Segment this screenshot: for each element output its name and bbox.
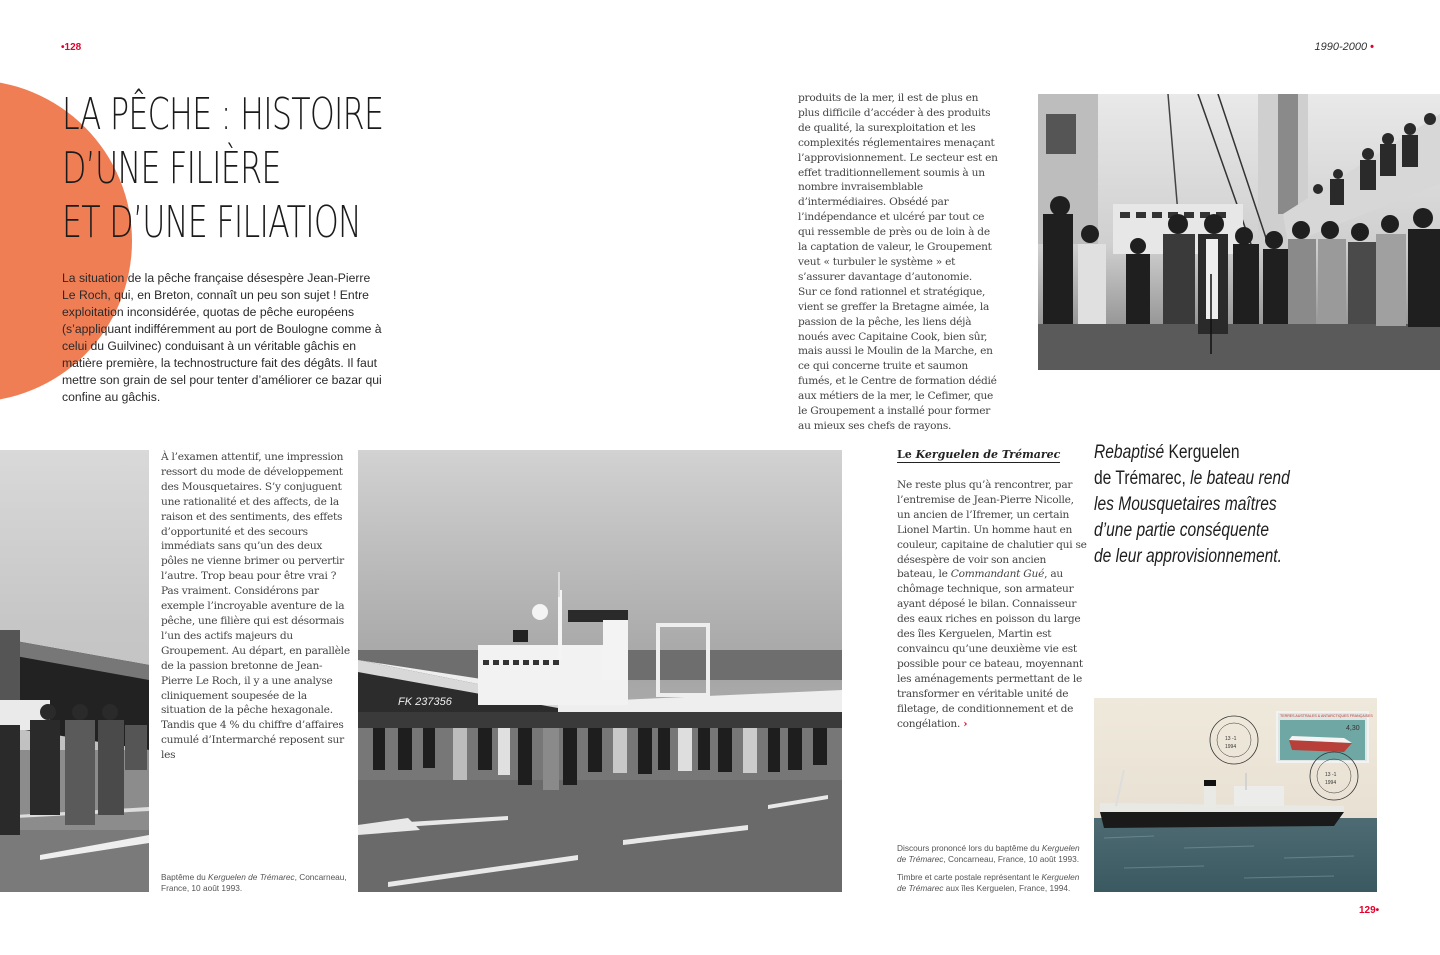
ship-name-italic: Commandant Gué: [950, 568, 1045, 581]
ship-hull-number: FK 237356: [398, 696, 452, 708]
running-head-years: 1990-2000: [1314, 41, 1368, 53]
body-paragraph: produits de la mer, il est de plus en plus difficile d’accéder à des produits de qualité, la surexploitation et les complexités réglementaires menaçant l’approvisionnement. Le secteur est en effet traditionnellement soumis à un nombre invraisemblable d’intermédiaires. Obsédé par l’indépendance et ulcéré par tout ce qui ressemble de près ou de loin à de la captation de valeur, le Groupement veut « turbuler le système » et s’assurer davantage d’autonomie.: [798, 92, 998, 283]
continue-arrow-icon: ›: [963, 717, 968, 730]
title-line-1: LA PÊCHE : HISTOIRE: [62, 89, 384, 140]
caption-stamp-postcard: [897, 872, 1087, 894]
stamp-value: 4,30: [1346, 725, 1360, 732]
quote-line: les Mousquetaires maîtres: [1094, 494, 1277, 515]
quote-roman: de Trémarec,: [1094, 468, 1191, 489]
body-text: , au chômage technique, son armateur ayant déposé le bilan. Connaisseur des eaux riches en poisson du large des îles Kerguelen, Martin est convaincu qu’une deuxième vie est possible pour ce bateau, moyennant les aménagements permettant de le transformer en véritable unité de filetage, de conditionnement et de congélation.: [897, 568, 1083, 730]
caption-italic: Kerguelen de Trémarec: [897, 843, 1080, 864]
postmark-year: 1994: [1325, 780, 1337, 786]
postmark-year: 1994: [1225, 744, 1237, 750]
caption-italic: Kerguelen de Trémarec: [208, 872, 295, 882]
postmark-date: 13 -1: [1325, 772, 1337, 778]
caption-text: , Concarneau, France, 10 août 1993.: [943, 854, 1080, 864]
quote-line: d’une partie conséquente: [1094, 520, 1269, 541]
postmark-date: 13 -1: [1225, 736, 1237, 742]
page-number-right: 129•: [1359, 905, 1380, 916]
caption-italic: Kerguelen de Trémarec: [897, 872, 1080, 893]
caption-baptism-photo: [161, 872, 351, 894]
caption-text: Baptême du: [161, 872, 209, 882]
pull-quote: [1094, 440, 1290, 570]
photo-baptism-speech: [1038, 94, 1440, 370]
photo-quay-crowd-left: [0, 450, 149, 892]
caption-speech-photo: [897, 843, 1087, 865]
quote-italic: Rebaptisé: [1094, 442, 1169, 463]
page-title: [62, 88, 383, 250]
section-subhead: [897, 448, 1060, 463]
page-number-left: •128: [61, 42, 82, 53]
intro-paragraph: La situation de la pêche française désespère Jean-Pierre Le Roch, qui, en Breton, connaît un peu son sujet ! Entre exploitation inconsidérée, quotas de pêche européens (s’appliquant indifféremment au port de Boulogne comme à celui du Guilvinec) conduisant à un véritable gâchis en matière première, la technostructure fait des dégâts. Il faut mettre son grain de sel pour tenter d’améliorer ce bazar qui confine au gâchis.: [62, 271, 382, 404]
running-head-dot: •: [1370, 41, 1374, 53]
stamp-header: TERRES AUSTRALES & ANTARCTIQUES FRANÇAISES: [1280, 714, 1373, 718]
subhead-prefix: Le: [897, 448, 916, 461]
caption-text: aux îles Kerguelen, France, 1994.: [943, 883, 1071, 893]
photo-baptism-ship: [358, 450, 842, 892]
title-line-2: D’UNE FILIÈRE: [62, 143, 281, 194]
body-paragraph: Sur ce fond rationnel et stratégique, vient se greffer la Bretagne aimée, la passion de la pêche, les liens déjà noués avec Capitaine Cook, bien sûr, mais aussi le Moulin de la Marche, en ce qui concerne truite et saumon fumés, et le Centre de formation dédié aux métiers de la mer, le Cefimer, que le Groupement a installé pour former au mieux ses chefs de rayons.: [798, 285, 997, 432]
quote-line: de leur approvisionnement.: [1094, 546, 1282, 567]
photo-stamp-postcard: [1094, 698, 1377, 892]
title-line-3: ET D’UNE FILIATION: [62, 197, 362, 248]
quote-roman: Kerguelen: [1168, 442, 1240, 463]
subhead-ship-name: Kerguelen de Trémarec: [915, 448, 1061, 461]
quote-italic: le bateau rend: [1190, 468, 1290, 489]
body-column-c: [897, 478, 1087, 731]
body-text: Ne reste plus qu’à rencontrer, par l’entremise de Jean-Pierre Nicolle, un ancien de l’Ifremer, un certain Lionel Martin. Un homme haut en couleur, capitaine de chalutier qui se désespère de voir son ancien bateau, le: [897, 479, 1087, 581]
caption-text: Timbre et carte postale représentant le: [897, 872, 1042, 882]
body-column-a: À l’examen attentif, une impression ressort du mode de développement des Mousquetaires. S’y conjuguent une rationalité et des affects, de la raison et des sentiments, des effets d’opportunité et des secours immédiats sans qu’un des deux pôles ne vienne brimer ou pervertir l’autre. Trop beau pour être vrai ? Pas vraiment. Considérons par exemple l’incroyable aventure de la pêche, une filière qui est désormais l’un des actifs majeurs du Groupement. Au départ, en parallèle de la passion bretonne de Jean-Pierre Le Roch, il y a une analyse cliniquement soupesée de la situation de la pêche hexagonale. Tandis que 4 % du chiffre d’affaires cumulé d’Intermarché reposent sur les: [161, 451, 350, 762]
body-column-b: [798, 91, 998, 434]
caption-text: , Concarneau, France, 10 août 1993.: [161, 872, 347, 893]
caption-text: Discours prononcé lors du baptême du: [897, 843, 1042, 853]
running-head: [1314, 41, 1374, 53]
